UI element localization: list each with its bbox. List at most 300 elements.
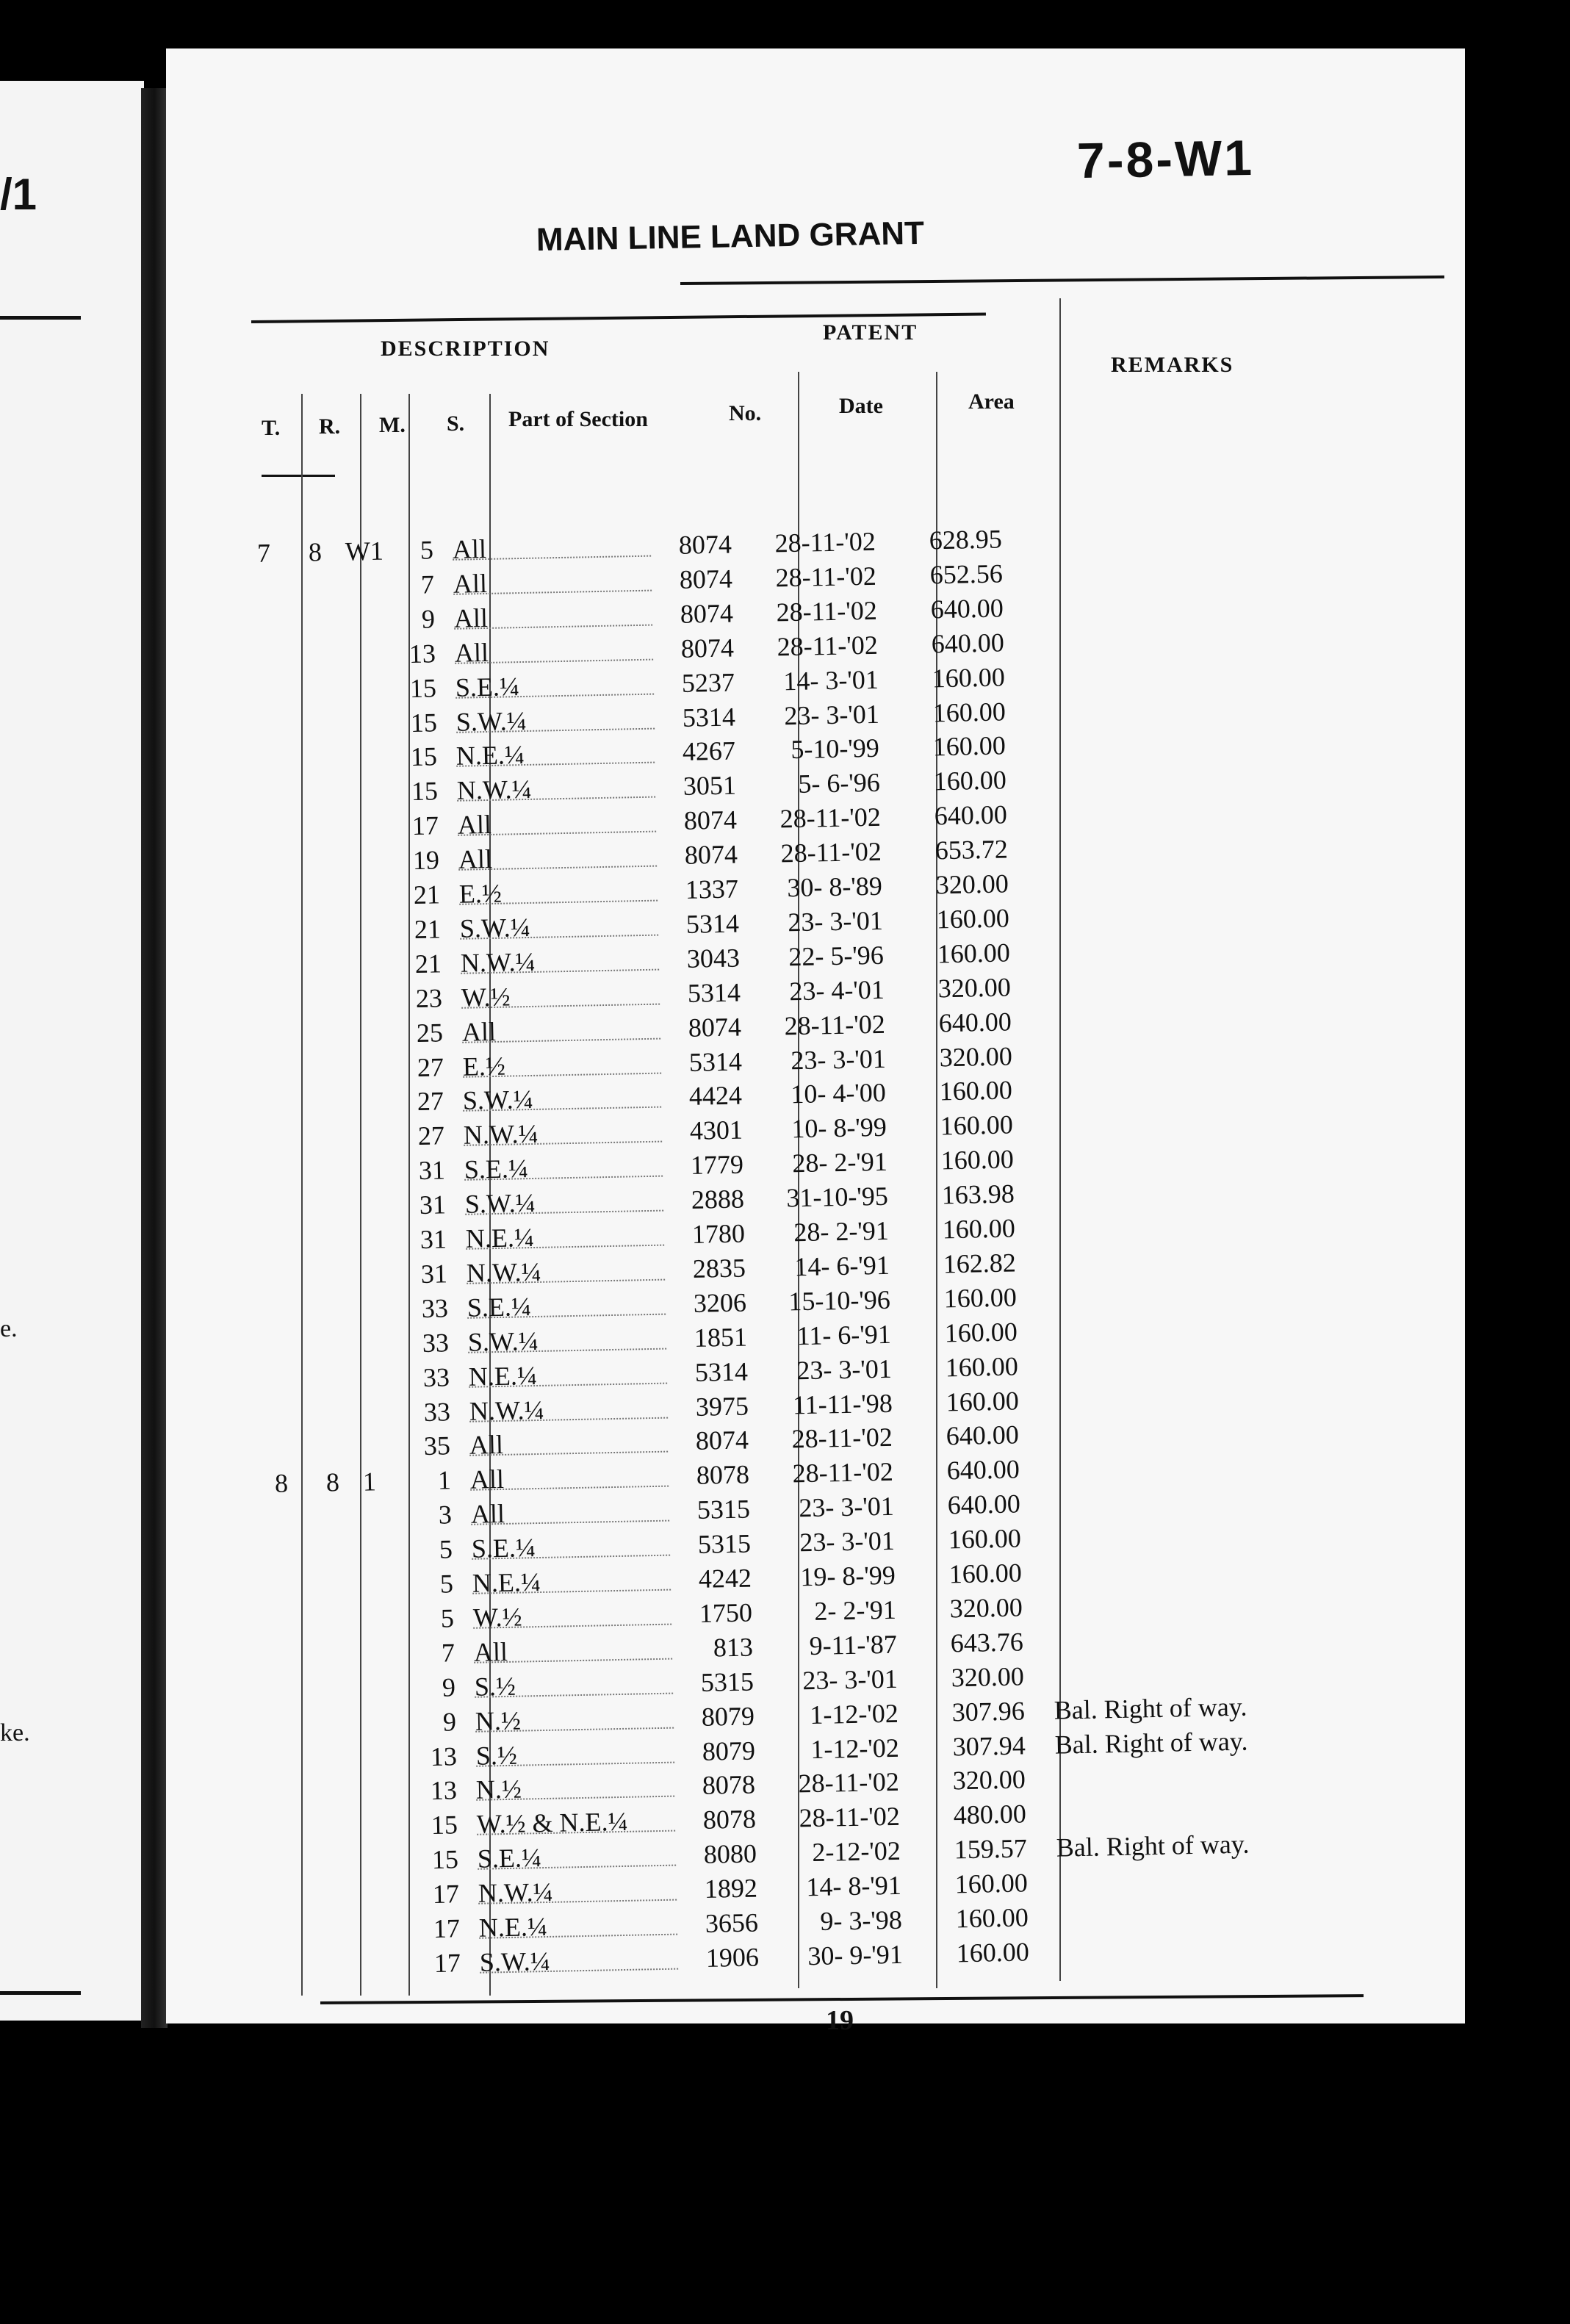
section-cell: 5 (440, 1603, 455, 1633)
remarks-cell (1047, 1345, 1289, 1350)
part-of-section-cell: S.W.¼ (479, 1943, 678, 1973)
table-row (253, 593, 1004, 641)
patent-date-cell: 23- 3-'01 (790, 1043, 886, 1075)
table-row (266, 1248, 1017, 1295)
township-cell (255, 675, 277, 676)
section-cell: 5 (439, 1569, 454, 1599)
area-cell: 160.00 (944, 1317, 1018, 1348)
range-cell (324, 1570, 346, 1571)
col-header-area: Area (968, 389, 1015, 414)
township-cell: 7 (256, 538, 271, 568)
area-cell: 653.72 (935, 834, 1009, 866)
remarks-cell (1036, 760, 1278, 764)
patent-no-cell: 1906 (705, 1942, 760, 1973)
part-of-section-cell: All (469, 1426, 669, 1456)
patent-no-cell: 5315 (697, 1528, 752, 1559)
township-cell (270, 1433, 292, 1434)
meridian-cell (364, 1535, 408, 1536)
section-cell: 15 (410, 707, 437, 738)
township-cell (262, 1020, 284, 1021)
table-row (258, 799, 1008, 847)
township-cell: 8 (274, 1468, 289, 1499)
section-cell: 27 (417, 1120, 445, 1151)
remarks-cell (1052, 1621, 1294, 1625)
meridian-cell (350, 811, 395, 812)
remarks-cell (1033, 622, 1275, 626)
range-cell (311, 915, 333, 916)
patent-no-cell: 8080 (703, 1838, 757, 1870)
township-cell (273, 1605, 295, 1606)
patent-date-cell: 23- 3-'01 (799, 1491, 895, 1523)
table-row (279, 1937, 1030, 1985)
range-cell (331, 1949, 353, 1950)
section-cell: 15 (411, 776, 439, 807)
range-cell (309, 777, 331, 778)
patent-no-cell: 2888 (691, 1184, 745, 1215)
col-header-no: No. (729, 401, 762, 425)
part-of-section-cell: W.½ (472, 1598, 671, 1628)
remarks-cell (1039, 932, 1281, 936)
remarks-cell (1045, 1276, 1288, 1281)
patent-no-cell: 5314 (694, 1356, 748, 1387)
patent-no-cell: 3656 (705, 1907, 759, 1938)
table-row (262, 1040, 1012, 1089)
range-cell (304, 571, 326, 572)
meridian-cell (369, 1776, 413, 1777)
facing-page-rule (0, 1991, 81, 1995)
remarks-cell (1031, 553, 1274, 557)
patent-date-cell: 28-11-'02 (776, 630, 878, 662)
remarks-cell (1037, 828, 1279, 832)
area-cell: 320.00 (951, 1661, 1024, 1693)
table-row (275, 1691, 1247, 1744)
area-cell: 320.00 (938, 1040, 1012, 1072)
part-of-section-cell: W.½ (461, 978, 660, 1008)
range-cell: 8 (325, 1467, 340, 1497)
meridian-cell (345, 569, 389, 570)
township-cell (265, 1192, 287, 1193)
part-of-section-cell: All (470, 1461, 669, 1491)
patent-date-cell: 22- 5-'96 (788, 940, 884, 971)
range-cell (325, 1639, 347, 1640)
part-of-section-cell: S.½ (475, 1736, 674, 1766)
part-of-section-cell: All (461, 1012, 660, 1043)
patent-date-cell: 2- 2-'91 (813, 1594, 897, 1626)
meridian-cell: W1 (345, 536, 384, 566)
area-cell: 628.95 (929, 524, 1003, 555)
range-cell (321, 1432, 343, 1433)
section-cell: 33 (422, 1327, 449, 1358)
meridian-cell (364, 1500, 408, 1501)
remarks-cell (1050, 1483, 1292, 1488)
part-of-section-cell: N.E.¼ (472, 1564, 671, 1594)
remarks-cell: Bal. Right of way. (1054, 1726, 1248, 1760)
part-of-section-cell: N.½ (475, 1702, 674, 1732)
facing-page-rule (0, 316, 81, 320)
page-title: MAIN LINE LAND GRANT (536, 215, 925, 258)
part-of-section-cell: S.W.¼ (463, 1082, 662, 1112)
section-cell: 17 (411, 810, 439, 841)
table-row (263, 1075, 1013, 1123)
township-cell (266, 1261, 288, 1262)
meridian-cell (372, 1913, 416, 1914)
table-row (259, 903, 1010, 951)
township-cell (275, 1709, 297, 1710)
section-cell: 9 (442, 1706, 456, 1737)
township-cell (276, 1778, 298, 1779)
area-cell: 160.00 (954, 1868, 1029, 1899)
part-of-section-cell: S.E.¼ (464, 1151, 663, 1181)
patent-date-cell: 30- 8-'89 (786, 871, 883, 903)
patent-no-cell: 3051 (683, 770, 737, 802)
meridian-cell (372, 1948, 416, 1949)
township-cell (274, 1674, 296, 1675)
section-cell: 33 (421, 1293, 449, 1323)
area-cell: 160.00 (932, 730, 1007, 762)
remarks-cell (1043, 1173, 1286, 1177)
township-cell (256, 744, 278, 745)
part-of-section-cell: S.W.¼ (459, 909, 658, 939)
patent-date-cell: 11-11-'98 (792, 1388, 893, 1420)
patent-date-cell: 28- 2-'91 (792, 1146, 888, 1179)
patent-date-cell: 19- 8-'99 (799, 1560, 896, 1592)
meridian-cell (352, 914, 396, 915)
section-cell: 1 (437, 1465, 452, 1495)
range-cell (311, 881, 333, 882)
table-row (267, 1317, 1018, 1364)
area-cell: 160.00 (936, 903, 1010, 935)
remarks-cell (1032, 587, 1275, 591)
remarks-cell (1046, 1311, 1289, 1315)
patent-no-cell: 3206 (693, 1287, 747, 1318)
range-cell (307, 709, 329, 710)
remarks-cell (1048, 1380, 1290, 1384)
part-of-section-cell: N.½ (476, 1771, 675, 1801)
patent-no-cell: 5314 (685, 908, 740, 939)
section-cell: 33 (422, 1361, 450, 1392)
meridian-cell (349, 742, 393, 743)
patent-no-cell: 5315 (700, 1666, 754, 1697)
remarks-cell (1049, 1449, 1292, 1453)
patent-no-cell: 4301 (689, 1115, 743, 1146)
meridian-cell (371, 1879, 415, 1880)
part-of-section-cell: S.E.¼ (478, 1840, 677, 1870)
township-cell (267, 1295, 289, 1296)
remarks-cell (1043, 1104, 1285, 1109)
area-cell: 320.00 (949, 1592, 1023, 1624)
patent-date-cell: 23- 3-'01 (783, 699, 879, 730)
ledger-page (166, 48, 1465, 2036)
part-of-section-cell: All (473, 1633, 672, 1663)
area-cell: 160.00 (933, 765, 1007, 796)
township-cell (273, 1571, 295, 1572)
table-row (269, 1385, 1019, 1433)
section-cell: 5 (439, 1534, 453, 1564)
col-header-r: R. (319, 414, 341, 439)
meridian-cell (367, 1707, 411, 1708)
section-cell: 3 (438, 1500, 453, 1530)
patent-date-cell: 11- 6-'91 (796, 1319, 891, 1350)
area-cell: 307.96 (951, 1696, 1025, 1727)
township-cell (272, 1537, 294, 1538)
facing-page-title-fragment: /1 (0, 170, 37, 219)
remarks-cell (1051, 1552, 1293, 1556)
col-header-s: S. (447, 411, 465, 436)
patent-no-cell: 8079 (701, 1735, 755, 1766)
patent-date-cell: 23- 3-'01 (799, 1525, 896, 1558)
township-cell (261, 985, 283, 986)
patent-no-cell: 2835 (692, 1253, 746, 1284)
section-cell: 31 (419, 1190, 447, 1220)
range-cell (305, 605, 327, 606)
area-cell: 160.00 (939, 1075, 1013, 1107)
patent-date-cell: 14- 6-'91 (793, 1250, 890, 1282)
area-cell: 162.82 (943, 1248, 1017, 1279)
remarks-cell (1038, 897, 1281, 902)
patent-no-cell: 1779 (690, 1149, 744, 1181)
table-row (279, 1902, 1029, 1950)
table-row (257, 765, 1007, 813)
section-cell: 15 (431, 1810, 458, 1841)
part-of-section-cell: W.½ & N.E.¼ (477, 1805, 676, 1835)
patent-no-cell: 813 (713, 1632, 754, 1663)
area-cell: 160.00 (940, 1109, 1014, 1141)
area-cell: 480.00 (953, 1799, 1027, 1830)
range-cell (320, 1398, 342, 1399)
patent-no-cell: 8074 (680, 633, 734, 663)
patent-no-cell: 8078 (702, 1804, 757, 1835)
patent-no-cell: 8074 (680, 598, 734, 629)
patent-date-cell: 23- 4-'01 (788, 974, 885, 1006)
patent-no-cell: 5237 (681, 667, 735, 698)
section-cell: 27 (417, 1086, 444, 1117)
township-cell (262, 1054, 284, 1055)
range-cell (323, 1501, 345, 1502)
part-of-section-cell: S.E.¼ (455, 668, 654, 698)
part-of-section-cell: N.W.¼ (478, 1874, 677, 1904)
patent-date-cell: 9-11-'87 (809, 1629, 897, 1661)
remarks-cell (1048, 1414, 1291, 1419)
remarks-cell (1037, 794, 1279, 799)
section-cell: 31 (420, 1259, 448, 1289)
range-cell (315, 1122, 337, 1123)
section-cell: 21 (414, 949, 442, 979)
area-cell: 320.00 (935, 868, 1009, 900)
part-of-section-cell: N.W.¼ (466, 1253, 665, 1284)
section-cell: 19 (412, 845, 440, 876)
part-of-section-cell: S.E.¼ (467, 1288, 666, 1318)
range-cell (330, 1880, 352, 1881)
table-row (274, 1661, 1024, 1709)
remarks-cell (1053, 1655, 1295, 1660)
table-row (277, 1799, 1027, 1846)
section-cell: 31 (418, 1155, 446, 1186)
patent-date-cell: 28-11-'02 (792, 1457, 894, 1489)
table-row (270, 1454, 1020, 1502)
patent-date-cell: 14- 8-'91 (806, 1870, 902, 1902)
part-of-section-cell: N.E.¼ (479, 1909, 678, 1939)
township-cell (267, 1330, 289, 1331)
area-cell: 160.00 (942, 1213, 1016, 1245)
col-header-date: Date (839, 394, 883, 418)
table-row (256, 730, 1007, 778)
part-of-section-cell: All (453, 599, 652, 629)
remarks-cell (1056, 1862, 1299, 1866)
remarks-cell (1057, 1896, 1300, 1901)
area-cell: 160.00 (940, 1144, 1015, 1176)
remarks-cell (1050, 1517, 1292, 1522)
section-cell: 7 (441, 1638, 455, 1668)
patent-date-cell: 10- 4-'00 (791, 1078, 887, 1109)
table-row (261, 972, 1011, 1020)
section-cell: 5 (419, 535, 434, 565)
section-cell: 15 (410, 741, 438, 772)
page-number: 19 (826, 2005, 854, 2036)
patent-no-cell: 3043 (686, 943, 741, 974)
patent-no-cell: 4267 (682, 735, 736, 767)
patent-date-cell: 5- 6-'96 (798, 768, 881, 799)
range-cell (306, 674, 328, 675)
township-cell (259, 916, 281, 917)
patent-date-cell: 28- 2-'91 (793, 1215, 890, 1248)
area-cell: 160.00 (945, 1351, 1018, 1382)
area-cell: 640.00 (947, 1489, 1021, 1520)
section-cell: 17 (433, 1913, 461, 1943)
part-of-section-cell: All (453, 564, 652, 594)
remarks-cell (1040, 966, 1282, 971)
patent-date-cell: 28-11-'02 (774, 526, 876, 558)
area-cell: 160.00 (943, 1282, 1017, 1314)
township-cell (268, 1364, 290, 1365)
patent-date-cell: 28-11-'02 (779, 802, 882, 834)
range-cell (328, 1811, 350, 1812)
patent-date-cell: 1-12-'02 (810, 1733, 899, 1764)
part-of-section-cell: All (454, 633, 653, 663)
facing-page-fragment (0, 81, 144, 2021)
patent-date-cell: 28-11-'02 (798, 1767, 900, 1799)
section-cell: 7 (420, 569, 435, 600)
patent-no-cell: 5315 (696, 1494, 751, 1525)
range-cell (309, 812, 331, 813)
meridian-cell (361, 1362, 405, 1363)
area-cell: 160.00 (932, 696, 1006, 727)
remarks-cell (1035, 725, 1278, 730)
meridian-cell (370, 1845, 414, 1846)
meridian-cell (356, 1121, 400, 1122)
patent-header: PATENT (823, 320, 918, 345)
patent-no-cell: 8078 (702, 1769, 756, 1801)
section-cell: 31 (419, 1224, 447, 1254)
remarks-cell (1042, 1070, 1284, 1074)
remarks-cell (1056, 1794, 1298, 1798)
meridian-cell (368, 1741, 412, 1742)
section-cell: 17 (433, 1948, 461, 1978)
meridian-cell (346, 604, 390, 605)
part-of-section-cell: N.E.¼ (466, 1220, 665, 1250)
area-cell: 640.00 (934, 799, 1008, 831)
area-cell: 640.00 (931, 627, 1004, 659)
township-cell (263, 1089, 285, 1090)
remarks-header: REMARKS (1111, 353, 1234, 377)
area-cell: 307.94 (951, 1730, 1026, 1761)
area-cell: 160.00 (948, 1558, 1023, 1589)
range-cell (319, 1329, 341, 1330)
section-cell: 33 (423, 1396, 450, 1427)
table-row (260, 938, 1010, 985)
facing-page-text-fragment: e. (0, 1315, 18, 1342)
part-of-section-cell: E.½ (462, 1047, 661, 1077)
table-row (268, 1351, 1018, 1399)
remarks-cell (1051, 1586, 1294, 1591)
description-header: DESCRIPTION (381, 337, 550, 361)
remarks-cell (1045, 1242, 1287, 1246)
meridian-cell (347, 638, 391, 639)
table-row (265, 1179, 1015, 1226)
area-cell: 320.00 (952, 1764, 1026, 1796)
range-cell (310, 846, 332, 847)
patent-date-cell: 23- 3-'01 (802, 1663, 898, 1695)
patent-date-cell: 2-12-'02 (812, 1835, 901, 1868)
township-cell (264, 1158, 287, 1159)
remarks-cell (1031, 518, 1273, 522)
patent-no-cell: 3975 (694, 1390, 749, 1422)
section-cell: 21 (413, 879, 441, 910)
area-cell: 160.00 (945, 1385, 1019, 1417)
table-row (255, 662, 1005, 710)
table-row (264, 1144, 1015, 1192)
township-cell (264, 1123, 286, 1124)
area-cell: 652.56 (929, 558, 1004, 590)
patent-no-cell: 8074 (684, 839, 738, 870)
remarks-cell (1058, 1931, 1300, 1935)
area-cell: 640.00 (946, 1454, 1020, 1486)
area-cell: 160.00 (932, 662, 1005, 693)
range-cell (317, 1260, 339, 1261)
patent-no-cell: 8074 (678, 529, 732, 560)
remarks-cell (1043, 1139, 1286, 1143)
meridian-cell (355, 1052, 399, 1053)
meridian-cell (362, 1431, 406, 1432)
remarks-cell (1034, 656, 1276, 661)
remarks-cell (1041, 1035, 1283, 1040)
remarks-cell (1037, 863, 1280, 867)
table-row (254, 627, 1004, 675)
area-cell: 320.00 (937, 972, 1011, 1004)
patent-no-cell: 1851 (694, 1322, 747, 1353)
patent-date-cell: 31-10-'95 (786, 1181, 889, 1213)
section-cell: 25 (416, 1017, 443, 1048)
patent-no-cell: 5314 (681, 701, 735, 733)
patent-date-cell: 28-11-'02 (799, 1802, 901, 1833)
part-of-section-cell: S.E.¼ (472, 1530, 671, 1560)
township-cell (253, 606, 276, 607)
township-cell (279, 1950, 301, 1951)
range-cell (308, 743, 330, 744)
area-cell: 163.98 (941, 1179, 1015, 1210)
township-cell (279, 1915, 301, 1916)
part-of-section-cell: All (453, 530, 652, 561)
section-cell: 9 (421, 604, 436, 634)
part-of-section-cell: S.W.¼ (455, 702, 655, 733)
area-cell: 640.00 (930, 593, 1004, 625)
range-cell (327, 1743, 349, 1744)
range-cell (306, 640, 328, 641)
section-cell: 23 (415, 982, 442, 1013)
section-cell: 13 (408, 638, 436, 669)
part-of-section-cell: N.E.¼ (468, 1357, 667, 1387)
patent-no-cell: 4242 (698, 1563, 752, 1594)
book-gutter (141, 88, 168, 2028)
